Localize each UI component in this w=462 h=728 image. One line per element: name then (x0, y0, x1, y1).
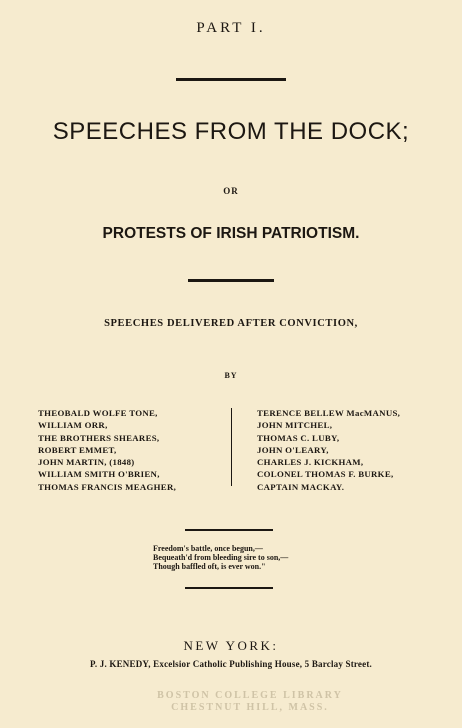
speaker-name: JOHN MITCHEL, (257, 420, 333, 431)
delivered-heading: SPEECHES DELIVERED AFTER CONVICTION, (104, 318, 358, 329)
speaker-name: TERENCE BELLEW MacMANUS, (257, 408, 401, 418)
speaker-name: ROBERT EMMET, (38, 444, 117, 455)
library-stamp (140, 690, 360, 714)
verse-line: Bequeath'd from bleeding sire to son,— (153, 553, 289, 562)
stamp-line: BOSTON COLLEGE LIBRARY (157, 690, 343, 701)
by-label: BY (224, 371, 238, 380)
divider-rule (185, 529, 273, 531)
speaker-name: THOMAS C. LUBY, (257, 432, 340, 443)
divider-rule (176, 78, 286, 81)
imprint-publisher: P. J. KENEDY, Excelsior Catholic Publishing House, 5 Barclay Street. (90, 659, 372, 669)
speaker-name: WILLIAM SMITH O'BRIEN, (38, 469, 160, 480)
conjunction: OR (223, 186, 239, 196)
speaker-name: THEOBALD WOLFE TONE, (38, 408, 158, 418)
page-title: SPEECHES FROM THE DOCK; (52, 118, 410, 145)
speaker-name: JOHN MARTIN, (1848) (38, 457, 135, 468)
speaker-name: CHARLES J. KICKHAM, (257, 457, 364, 468)
verse-line: Freedom's battle, once begun,— (153, 544, 263, 553)
speakers-right-column (257, 407, 400, 493)
speaker-name: THOMAS FRANCIS MEAGHER, (38, 481, 177, 492)
subtitle: PROTESTS OF IRISH PATRIOTISM. (102, 225, 360, 242)
verse-line: Though baffled oft, is ever won." (153, 562, 266, 571)
part-number: PART I. (196, 20, 266, 36)
speaker-name: JOHN O'LEARY, (257, 444, 329, 455)
column-divider (231, 408, 232, 486)
imprint-city: NEW YORK: (183, 638, 279, 653)
speaker-name: THE BROTHERS SHEARES, (38, 432, 160, 443)
speaker-name: WILLIAM ORR, (38, 420, 108, 431)
speaker-name: CAPTAIN MACKAY. (257, 481, 345, 492)
speaker-name: COLONEL THOMAS F. BURKE, (257, 469, 394, 480)
divider-rule (188, 279, 274, 282)
divider-rule (185, 587, 273, 589)
epigraph-verse (153, 544, 288, 571)
speakers-left-column (38, 407, 176, 493)
stamp-line: CHESTNUT HILL, MASS. (171, 702, 329, 713)
